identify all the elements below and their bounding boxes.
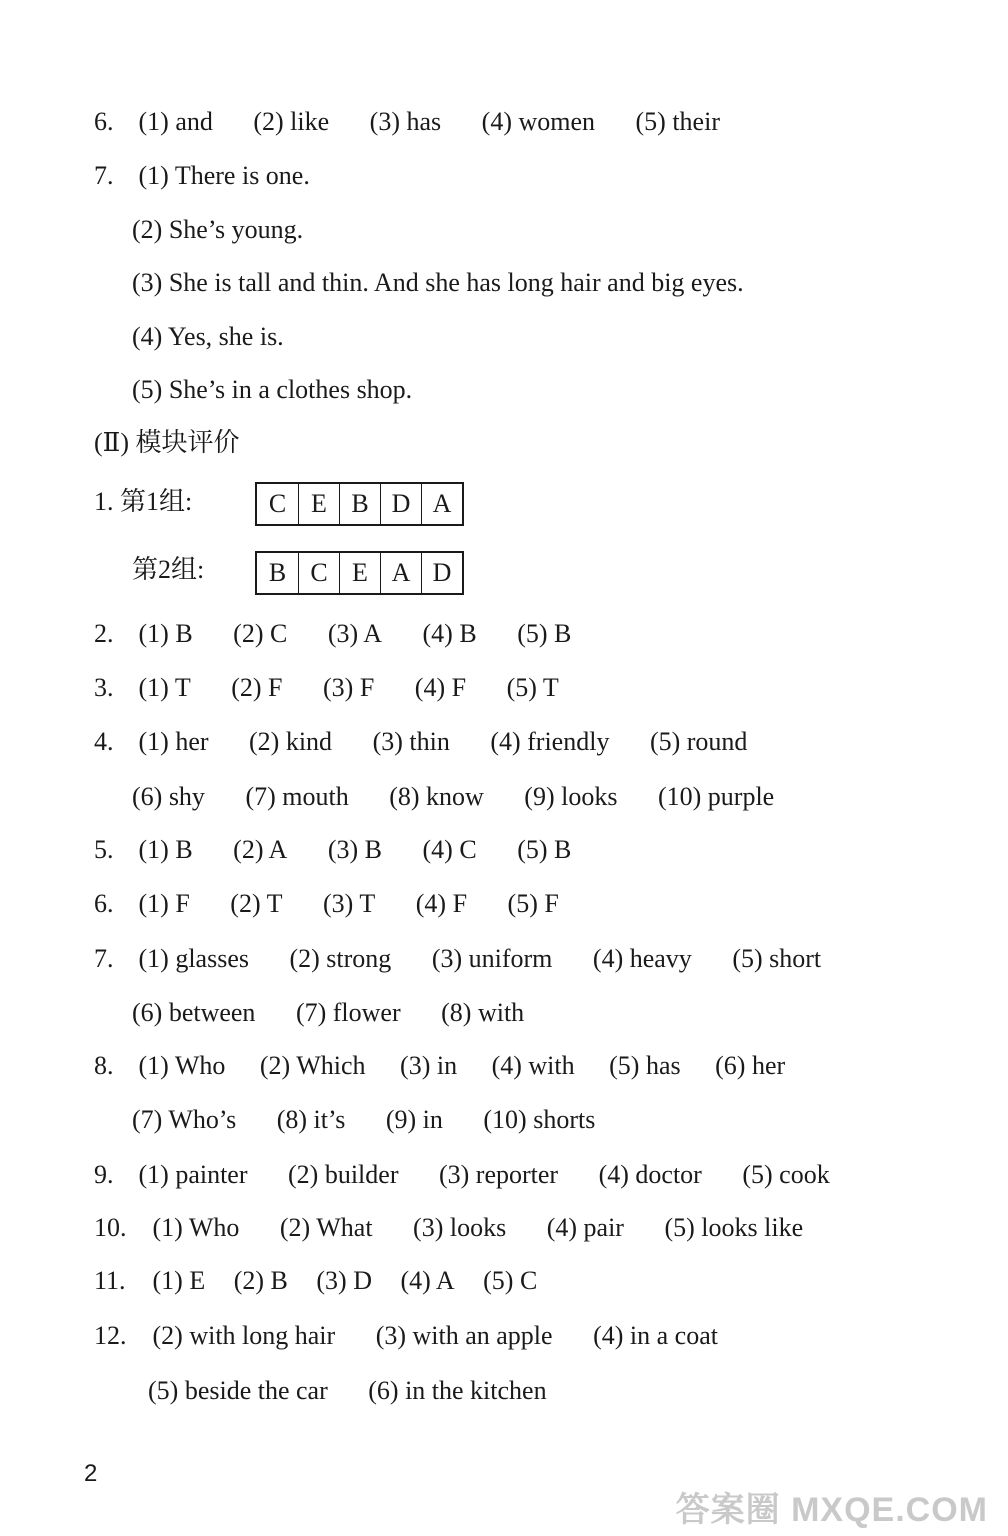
answer-line-7a-4 <box>132 317 284 357</box>
letter-box: D <box>380 484 421 524</box>
letter-box: D <box>421 553 462 593</box>
answer-item: (4) heavy <box>592 944 692 973</box>
answer-line-2 <box>94 614 571 654</box>
answer-item: (8) it’s <box>276 1105 346 1134</box>
page-number: 2 <box>84 1460 98 1487</box>
answer-line-6 <box>94 884 559 924</box>
answer-item: (3) with an apple <box>375 1321 553 1350</box>
answer-item: (6) shy <box>132 782 205 811</box>
answer-item: (5) C <box>483 1266 538 1295</box>
letter-box: C <box>298 553 339 593</box>
group2-label: 第2组: <box>132 555 205 584</box>
answer-item: (5) F <box>507 889 559 918</box>
answer-line-7a-3 <box>132 263 744 303</box>
question-number: 6. <box>94 889 114 918</box>
answer-item: (2) Which <box>259 1051 366 1080</box>
answer-item: (2) kind <box>249 727 333 756</box>
answer-item: (3) thin <box>372 727 450 756</box>
answer-item: (6) in the kitchen <box>368 1376 547 1405</box>
answer-item: (3) has <box>369 107 442 136</box>
answer-item: (4) friendly <box>490 727 610 756</box>
answer-item: (4) A <box>400 1266 455 1295</box>
answer-item: (8) with <box>441 998 525 1027</box>
answer-item: (2) C <box>233 619 288 648</box>
answer-item: (5) has <box>609 1051 681 1080</box>
answer-item: (5) B <box>517 835 572 864</box>
answer-item: (9) looks <box>524 782 618 811</box>
letter-box: C <box>268 489 287 518</box>
answer-item: (5) short <box>732 944 822 973</box>
answer-item: (4) pair <box>546 1213 624 1242</box>
answer-line-7a-2 <box>132 210 303 250</box>
answer-item: (4) C <box>422 835 477 864</box>
letter-box: E <box>339 553 380 593</box>
answer-item: (1) B <box>138 835 193 864</box>
answer-line-4b <box>132 777 774 817</box>
answer-item: (3) T <box>323 889 376 918</box>
answer-item: (2) T <box>230 889 283 918</box>
answer-item: (3) D <box>316 1266 372 1295</box>
answer-item: (1) B <box>138 619 193 648</box>
answer-item: (2) with long hair <box>152 1321 336 1350</box>
letter-box: B <box>268 558 287 587</box>
answer-item: (3) looks <box>413 1213 507 1242</box>
answer-item: (7) mouth <box>245 782 349 811</box>
answer-item: (5) She’s in a clothes shop. <box>132 375 413 404</box>
answer-line-12b <box>148 1371 547 1411</box>
answer-item: (2) builder <box>288 1160 399 1189</box>
answer-line-7a-5 <box>132 370 412 410</box>
answer-item: (1) Who <box>138 1051 226 1080</box>
answer-item: (4) B <box>422 619 477 648</box>
answer-item: (1) Who <box>152 1213 240 1242</box>
answer-item: (3) She is tall and thin. And she has long hair and big eyes. <box>132 268 744 297</box>
group1-label: 1. 第1组: <box>94 487 193 516</box>
answer-line-7b <box>132 993 524 1033</box>
answer-item: (1) There is one. <box>138 161 310 190</box>
answer-item: (3) A <box>327 619 383 648</box>
answer-item: (1) E <box>152 1266 206 1295</box>
answer-line-3 <box>94 668 559 708</box>
answer-line-6a <box>94 102 720 142</box>
letter-box: A <box>380 553 421 593</box>
question-number: 3. <box>94 673 114 702</box>
answer-item: (4) doctor <box>598 1160 702 1189</box>
answer-item: (4) women <box>481 107 596 136</box>
answer-item: (4) Yes, she is. <box>132 322 284 351</box>
answer-line-4 <box>94 722 747 762</box>
answer-item: (7) Who’s <box>132 1105 237 1134</box>
question-number: 11. <box>94 1266 126 1295</box>
question-number: 5. <box>94 835 114 864</box>
answer-item: (1) T <box>138 673 191 702</box>
answer-item: (9) in <box>385 1105 443 1134</box>
answer-item: (5) B <box>517 619 572 648</box>
answer-item: (5) their <box>635 107 720 136</box>
answer-item: (4) with <box>491 1051 575 1080</box>
question-number: 12. <box>94 1321 127 1350</box>
answer-item: (3) in <box>400 1051 458 1080</box>
answer-item: (1) her <box>138 727 209 756</box>
section-title: (Ⅱ) 模块评价 <box>94 428 240 457</box>
answer-item: (6) between <box>132 998 256 1027</box>
answer-item: (1) and <box>138 107 213 136</box>
answer-line-7 <box>94 939 821 979</box>
answer-item: (5) cook <box>742 1160 830 1189</box>
question-number: 4. <box>94 727 114 756</box>
answer-item: (5) beside the car <box>148 1376 328 1405</box>
answer-line-8b <box>132 1100 595 1140</box>
answer-item: (1) F <box>138 889 190 918</box>
question-number: 10. <box>94 1213 127 1242</box>
answer-line-10 <box>94 1208 803 1248</box>
answer-item: (10) purple <box>657 782 775 811</box>
letter-box: A <box>421 484 462 524</box>
answer-line-8 <box>94 1046 785 1086</box>
answer-line-9 <box>94 1155 830 1195</box>
letter-box: B <box>339 484 380 524</box>
question-number: 7. <box>94 944 114 973</box>
answer-line-7a <box>94 156 310 196</box>
answer-item: (10) shorts <box>483 1105 596 1134</box>
group1-letter-boxes <box>255 482 464 526</box>
answer-item: (3) F <box>323 673 375 702</box>
answer-item: (5) round <box>649 727 748 756</box>
group2-letter-boxes <box>255 551 464 595</box>
answer-item: (4) F <box>415 889 468 918</box>
answer-item: (2) strong <box>289 944 392 973</box>
answer-item: (1) painter <box>138 1160 248 1189</box>
answer-item: (2) She’s young. <box>132 215 304 244</box>
answer-line-12 <box>94 1316 718 1356</box>
answer-item: (1) glasses <box>138 944 249 973</box>
answer-item: (3) B <box>327 835 383 864</box>
question-number: 2. <box>94 619 114 648</box>
answer-item: (2) A <box>233 835 288 864</box>
answer-item: (3) reporter <box>438 1160 559 1189</box>
watermark-logo: 答案圈 MXQE.COM <box>675 1491 988 1529</box>
answer-item: (4) in a coat <box>593 1321 718 1350</box>
answer-item: (8) know <box>389 782 484 811</box>
answer-line-5 <box>94 830 571 870</box>
answer-item: (6) her <box>715 1051 786 1080</box>
question-number: 8. <box>94 1051 114 1080</box>
answer-item: (3) uniform <box>431 944 553 973</box>
answer-item: (2) B <box>233 1266 288 1295</box>
question-number: 9. <box>94 1160 114 1189</box>
answer-line-11 <box>94 1261 537 1301</box>
answer-item: (2) like <box>253 107 330 136</box>
answer-item: (5) T <box>506 673 559 702</box>
answer-item: (2) F <box>231 673 283 702</box>
answer-item: (5) looks like <box>664 1213 804 1242</box>
answer-item: (7) flower <box>295 998 401 1027</box>
question-number: 7. <box>94 161 114 190</box>
answer-item: (4) F <box>414 673 467 702</box>
answer-item: (2) What <box>279 1213 373 1242</box>
question-number: 6. <box>94 107 114 136</box>
letter-box: E <box>298 484 339 524</box>
